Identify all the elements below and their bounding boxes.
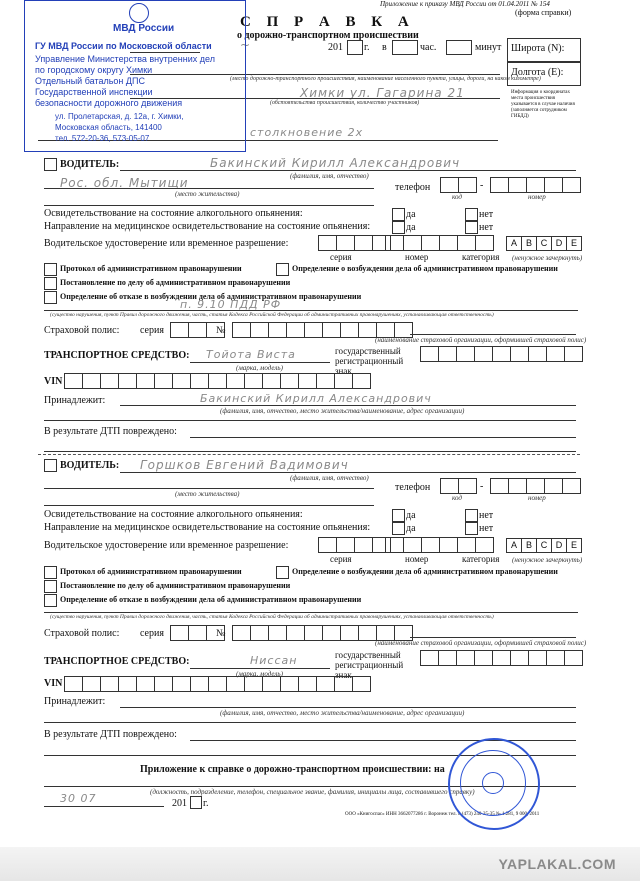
official-seal-icon <box>448 738 540 830</box>
police-stamp: МВД России ГУ МВД России по Московской области Управление Министерства внутренних дел по городскому округу Химки Отдельный батальон ДПС Государственной инспекции безопасности дорожного движения ул. Пролетарская, д. 12а, г. Химки, Московская область, 141400 тел. 572-20-36, 573-05-07 <box>24 0 246 152</box>
printer-imprint: ООО «Книгоспас» ИНН 3662077286 г. Воронеж тел. 8 (473) 240-35-35 № 1.281, 9 000, 2011 <box>345 812 540 817</box>
year-box[interactable] <box>347 40 363 55</box>
emblem-icon <box>129 3 149 23</box>
latitude-label: Широта (N): <box>511 43 565 54</box>
hour-box[interactable] <box>392 40 418 55</box>
driver2-alcohol-no[interactable] <box>465 509 478 522</box>
appendix-label: Приложение к справке о дорожно-транспортном происшествии: на <box>140 764 445 775</box>
driver2-protocol-checkbox[interactable] <box>44 566 57 579</box>
driver1-refusal-checkbox[interactable] <box>44 291 57 304</box>
top-note: Приложение к приказу МВД России от 01.04.2011 № 154 <box>380 0 550 8</box>
driver2-resolution-checkbox[interactable] <box>44 580 57 593</box>
page-subtitle: о дорожно-транспортном происшествии <box>237 30 419 41</box>
driver2-vehicle-label: ТРАНСПОРТНОЕ СРЕДСТВО: <box>44 656 190 667</box>
coords-side-note: Информация о координатах места происшествия указывается в случае наличия (заполняется сотрудником ГИБДД) <box>511 90 575 119</box>
driver1-protocol-checkbox[interactable] <box>44 263 57 276</box>
driver2-label: ВОДИТЕЛЬ: <box>60 460 120 471</box>
driver2-medical-yes[interactable] <box>392 522 405 535</box>
driver1-checkbox[interactable] <box>44 158 57 171</box>
form-note: (форма справки) <box>515 8 572 17</box>
driver1-vehicle-label: ТРАНСПОРТНОЕ СРЕДСТВО: <box>44 350 190 361</box>
driver1-category[interactable]: A B C D E <box>506 236 581 251</box>
driver2-medical-no[interactable] <box>465 522 478 535</box>
longitude-label: Долгота (E): <box>511 67 564 78</box>
driver1-resolution-checkbox[interactable] <box>44 277 57 290</box>
driver1-definition-checkbox[interactable] <box>276 263 289 276</box>
driver2-category[interactable]: A B C D E <box>506 538 581 553</box>
page-title: С П Р А В К А <box>240 14 415 30</box>
minute-box[interactable] <box>446 40 472 55</box>
driver2-checkbox[interactable] <box>44 459 57 472</box>
driver2-alcohol-yes[interactable] <box>392 509 405 522</box>
handwritten-circ: столкновение 2х <box>250 126 364 139</box>
driver1-medical-yes[interactable] <box>392 221 405 234</box>
driver2-definition-checkbox[interactable] <box>276 566 289 579</box>
driver1-medical-no[interactable] <box>465 221 478 234</box>
year-prefix: 201 <box>328 42 343 53</box>
handwritten-date: ~ <box>240 38 252 52</box>
handwritten-place: Химки ул. Гагарина 21 <box>300 86 465 100</box>
driver1-alcohol-no[interactable] <box>465 208 478 221</box>
driver1-label: ВОДИТЕЛЬ: <box>60 159 120 170</box>
watermark-bar <box>0 847 640 881</box>
watermark-text: YAPLAKAL.COM <box>498 856 616 872</box>
driver1-alcohol-yes[interactable] <box>392 208 405 221</box>
driver2-refusal-checkbox[interactable] <box>44 594 57 607</box>
